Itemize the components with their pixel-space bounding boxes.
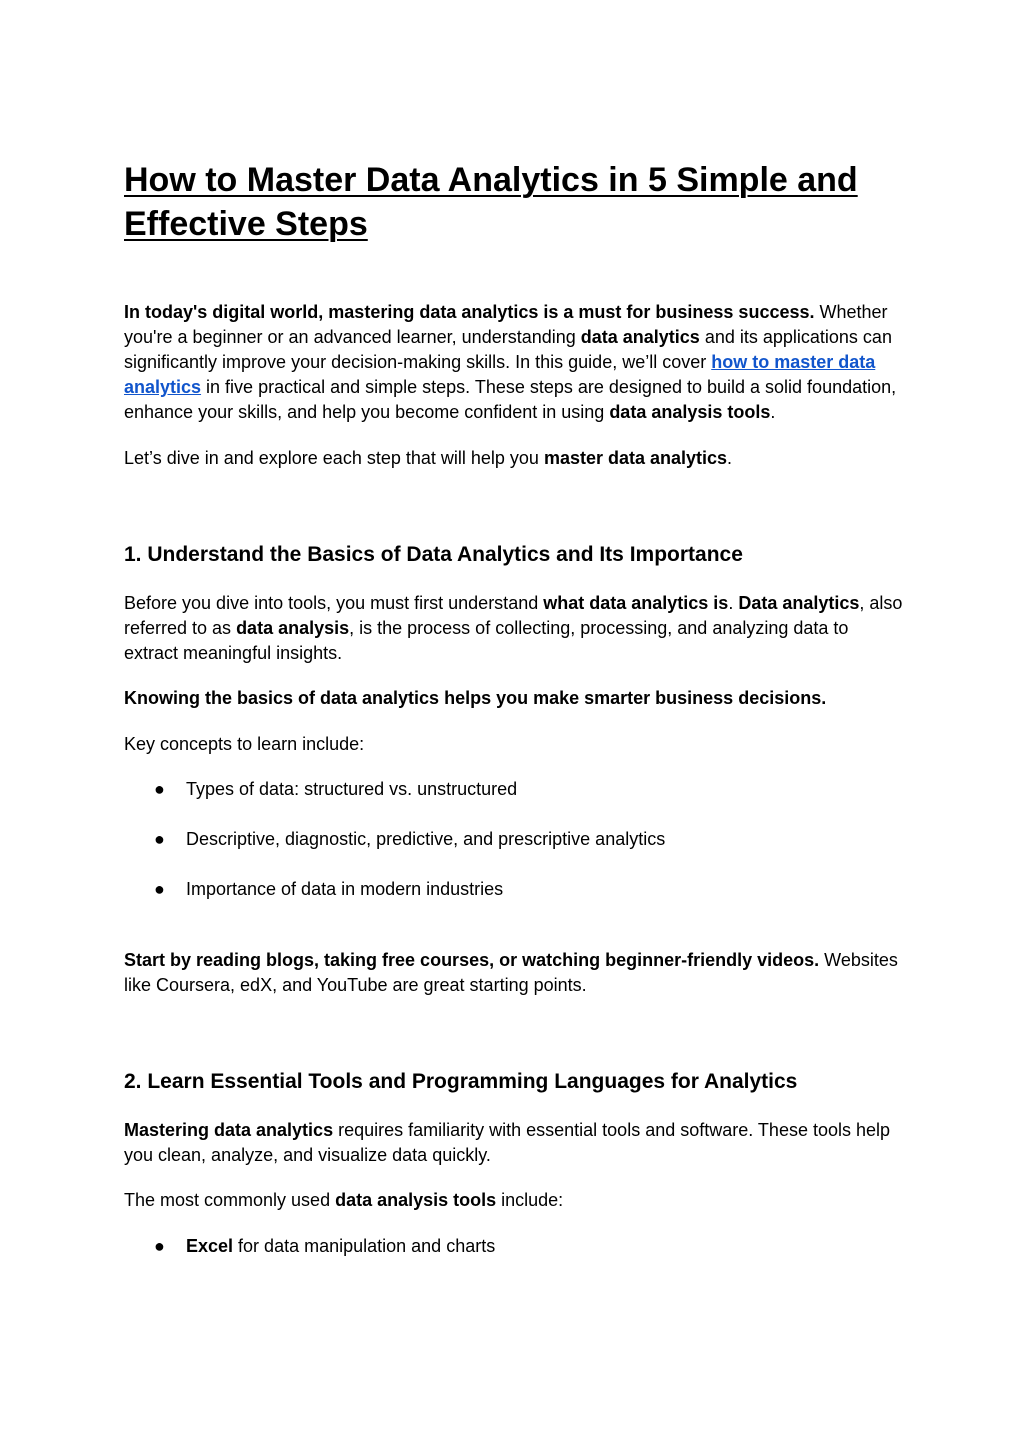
text: Websites like Coursera, edX, and YouTube are great starting points. [124,950,898,995]
section-1-heading: 1. Understand the Basics of Data Analytics and Its Importance [124,543,743,566]
tools-intro [124,1188,904,1213]
text: include: [496,1190,564,1210]
list-item-text: Types of data: structured vs. unstructured [186,779,518,799]
bold-text: Data analytics [738,593,860,613]
bullet-icon: ● [154,829,165,849]
intro-lead: In today's digital world, mastering data analytics is a must for business success. [124,302,815,322]
list-item-text: Descriptive, diagnostic, predictive, and prescriptive analytics [186,829,666,849]
bold-text: what data analytics is [543,593,729,613]
text: Let’s dive in and explore each step that will help you [124,448,544,468]
text: Whether you're a beginner or an advanced learner, understanding [124,302,888,347]
text: The most commonly used [124,1190,336,1210]
section-1-bold-statement [124,686,904,711]
text: , also referred to as [124,593,903,638]
section-2-paragraph [124,1118,904,1168]
list-item-text: Importance of data in modern industries [186,879,504,899]
text: and its applications can significantly improve your decision-making skills. In this guide, we’ll cover [124,327,892,372]
list-item-text: for data manipulation and charts [233,1236,496,1256]
bold-text: Excel [186,1236,234,1256]
section-1-paragraph [124,591,904,666]
key-concepts-list [124,777,904,902]
start-paragraph [124,948,904,998]
bold-text: data analysis tools [609,402,771,422]
list-item [124,827,904,852]
text: . [727,448,733,468]
master-data-analytics-link[interactable]: how to master data analytics [124,352,876,397]
bold-text: Knowing the basics of data analytics helps you make smarter business decisions. [124,688,827,708]
text: , is the process of collecting, processing, and analyzing data to extract meaningful insights. [124,618,849,663]
text: . [728,593,739,613]
dive-paragraph [124,446,904,471]
text: requires familiarity with essential tools and software. These tools help you clean, analyze, and visualize data quickly. [124,1120,891,1165]
page-title: How to Master Data Analytics in 5 Simple and Effective Steps [124,161,858,243]
text: Before you dive into tools, you must first understand [124,593,544,613]
bullet-icon: ● [154,1236,165,1256]
intro-paragraph [124,300,904,425]
bullet-icon: ● [154,779,165,799]
bold-text: Start by reading blogs, taking free courses, or watching beginner-friendly videos. [124,950,820,970]
bold-text: data analytics [580,327,700,347]
list-item [124,1234,904,1259]
text: in five practical and simple steps. These steps are designed to build a solid foundation, enhance your skills, and help you become confident in using [124,377,897,422]
bold-text: Mastering data analytics [124,1120,334,1140]
bold-text: data analysis tools [335,1190,497,1210]
bullet-icon: ● [154,879,165,899]
key-concepts-intro: Key concepts to learn include: [124,734,365,754]
bold-text: data analysis [236,618,350,638]
list-item [124,877,904,902]
text: . [770,402,776,422]
tools-list [124,1234,904,1259]
bold-text: master data analytics [543,448,728,468]
section-2-heading: 2. Learn Essential Tools and Programming Languages for Analytics [124,1070,798,1093]
list-item [124,777,904,802]
